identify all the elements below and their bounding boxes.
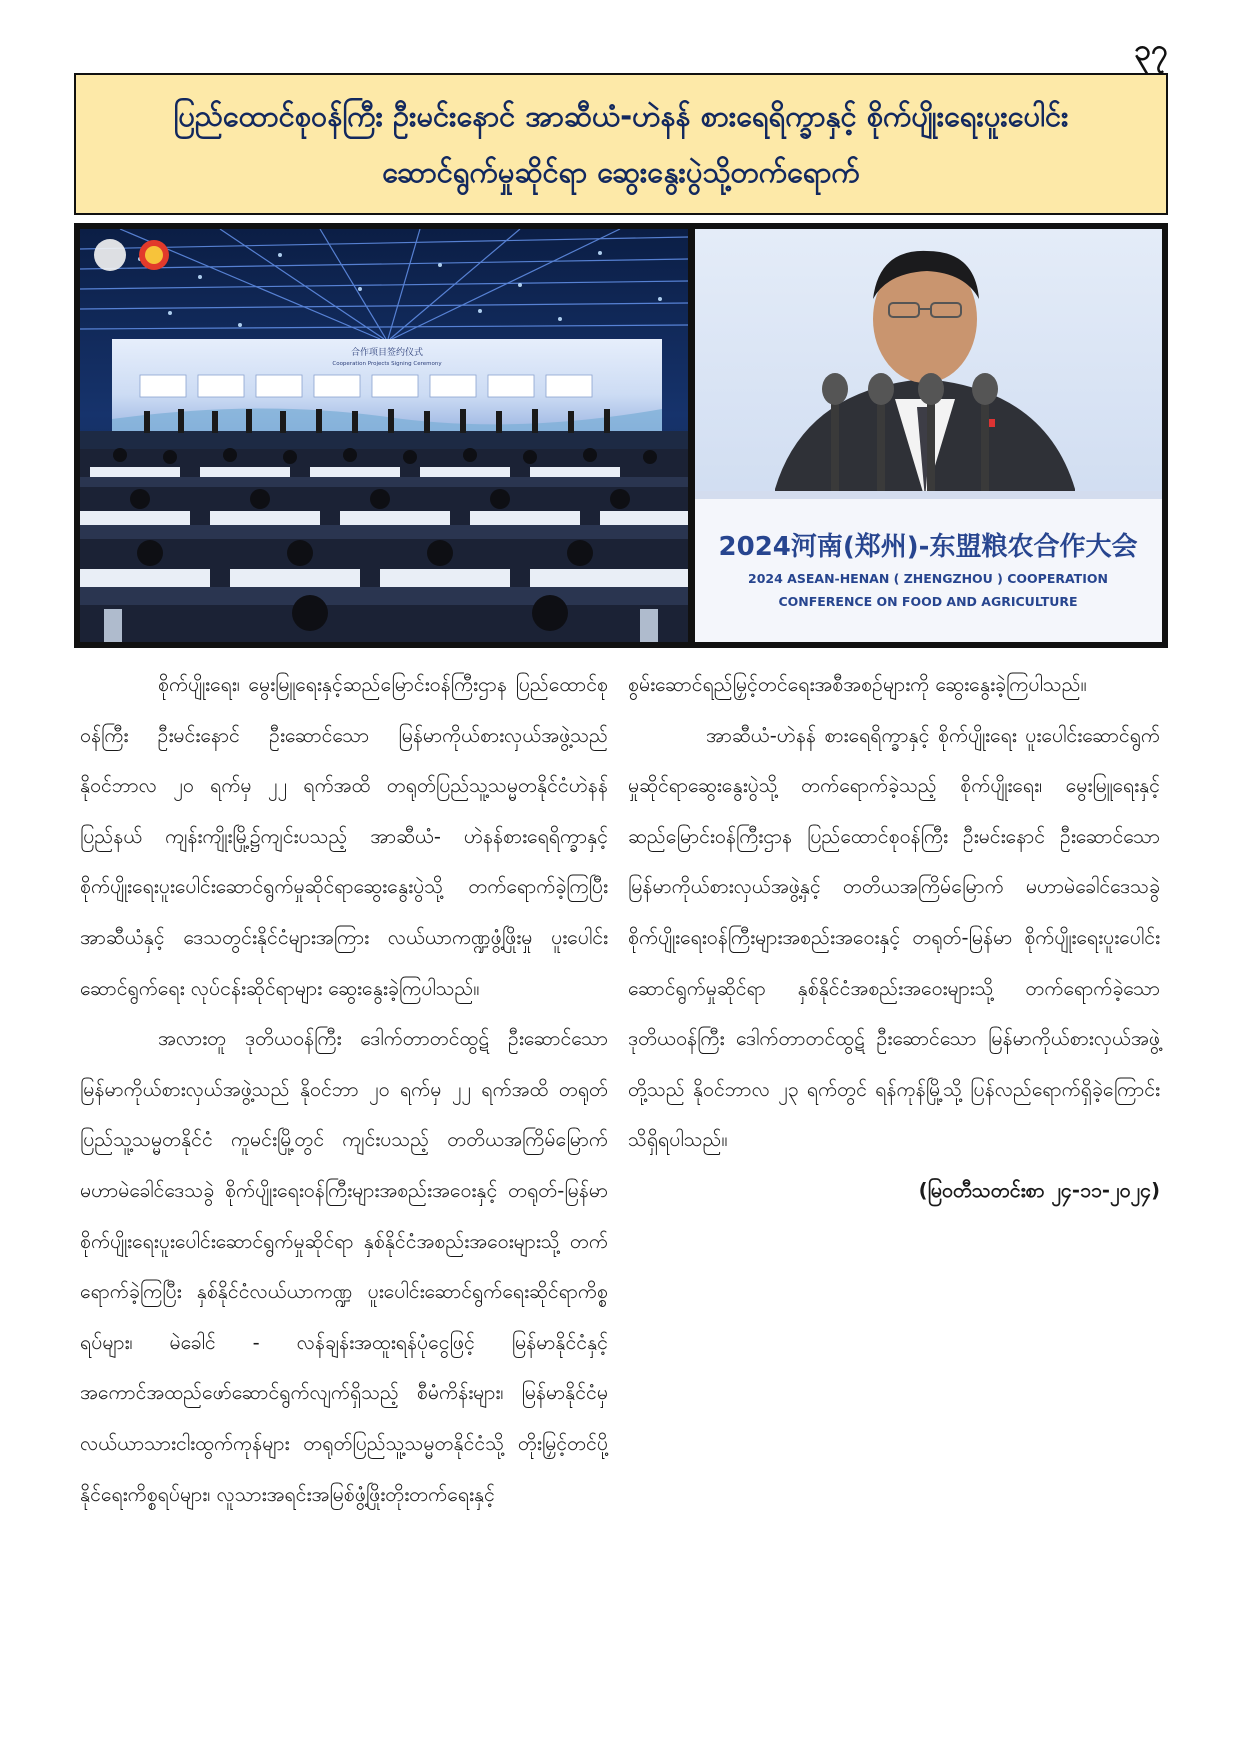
article-title-box [74,73,1168,215]
stage-sign-cn: 合作项目签约仪式 [350,348,424,358]
article-title-line-2: ဆောင်ရွက်မှုဆိုင်ရာ ဆွေးနွေးပွဲသို့တက်ရောက် [382,155,860,189]
signing-ceremony-photo [80,229,688,642]
paragraph-2-continuation: စွမ်းဆောင်ရည်မြှင့်တင်ရေးအစီအစဉ်များကို ဆွေးနွေးခဲ့ကြပါသည်။ [628,673,1087,696]
paragraph-3: အာဆီယံ-ဟဲနန် စားရေရိက္ခာနှင့် စိုက်ပျိုးရေး ပူးပေါင်းဆောင်ရွက်မှုဆိုင်ရာဆွေးနွေးပွဲသို့ တက်ရောက်ခဲ့သည့် စိုက်ပျိုးရေး၊ မွေးမြူရေးနှင့်ဆည်မြောင်းဝန်ကြီးဌာန ပြည်ထောင်စုဝန်ကြီး ဦးမင်းနောင် ဦးဆောင်သော မြန်မာကိုယ်စားလှယ်အဖွဲ့နှင့် တတိယအကြိမ်မြောက် မဟာမဲခေါင်ဒေသခွဲ စိုက်ပျိုးရေးဝန်ကြီးများအစည်းအဝေးနှင့် တရုတ်-မြန်မာ စိုက်ပျိုးရေးပူးပေါင်းဆောင်ရွက်မှုဆိုင်ရာ နှစ်နိုင်ငံအစည်းအဝေးများသို့ တက်ရောက်ခဲ့သော ဒုတိယဝန်ကြီး ဒေါက်တာတင်ထွဋ် ဦးဆောင်သော မြန်မာကိုယ်စားလှယ်အဖွဲ့တို့သည် နိုဝင်ဘာလ ၂၃ ရက်တွင် ရန်ကုန်မြို့သို့ ပြန်လည်ရောက်ရှိခဲ့ကြောင်း သိရှိရပါသည်။ [628,723,1160,1152]
paragraph-1: စိုက်ပျိုးရေး၊ မွေးမြူရေးနှင့်ဆည်မြောင်းဝန်ကြီးဌာန ပြည်ထောင်စုဝန်ကြီး ဦးမင်းနောင် ဦးဆောင်သော မြန်မာကိုယ်စားလှယ်အဖွဲ့သည် နိုဝင်ဘာလ ၂၀ ရက်မှ ၂၂ ရက်အထိ တရုတ်ပြည်သူ့သမ္မတနိုင်ငံဟဲနန်ပြည်နယ် ကျန်းကျိုးမြို့၌ကျင်းပသည့် အာဆီယံ- ဟဲနန်စားရေရိက္ခာနှင့် စိုက်ပျိုးရေးပူးပေါင်းဆောင်ရွက်မှုဆိုင်ရာဆွေးနွေးပွဲသို့ တက်ရောက်ခဲ့ကြပြီး အာဆီယံနှင့် ဒေသတွင်းနိုင်ငံများအကြား လယ်ယာကဏ္ဍဖွံ့ဖြိုးမှု ပူးပေါင်းဆောင်ရွက်ရေး လုပ်ငန်းဆိုင်ရာများ ဆွေးနွေးခဲ့ကြပါသည်။ [80,673,608,1000]
paragraph-2: အလားတူ ဒုတိယဝန်ကြီး ဒေါက်တာတင်ထွဋ် ဦးဆောင်သော မြန်မာကိုယ်စားလှယ်အဖွဲ့သည် နိုဝင်ဘာ ၂၀ ရက်မှ ၂၂ ရက်အထိ တရုတ်ပြည်သူ့သမ္မတနိုင်ငံ ကူမင်းမြို့တွင် ကျင်းပသည့် တတိယအကြိမ်မြောက် မဟာမဲခေါင်ဒေသခွဲ စိုက်ပျိုးရေးဝန်ကြီးများအစည်းအဝေးနှင့် တရုတ်-မြန်မာ စိုက်ပျိုးရေးပူးပေါင်းဆောင်ရွက်မှုဆိုင်ရာ နှစ်နိုင်ငံအစည်းအဝေးများသို့ တက်ရောက်ခဲ့ကြပြီး နှစ်နိုင်ငံလယ်ယာကဏ္ဍ ပူးပေါင်းဆောင်ရွက်ရေးဆိုင်ရာကိစ္စရပ်များ၊ မဲခေါင် - လန်ချန်းအထူးရန်ပုံငွေဖြင့် မြန်မာနိုင်ငံနှင့် အကောင်အထည်ဖော်ဆောင်ရွက်လျက်ရှိသည့် စီမံကိန်းများ၊ မြန်မာနိုင်ငံမှ လယ်ယာသားငါးထွက်ကုန်များ တရုတ်ပြည်သူ့သမ္မတနိုင်ငံသို့ တိုးမြှင့်တင်ပို့နိုင်ရေးကိစ္စရပ်များ၊ လူသားအရင်းအမြစ်ဖွံ့ဖြိုးတိုးတက်ရေးနှင့် [80,1027,608,1506]
conference-banner-en-2: CONFERENCE ON FOOD AND AGRICULTURE [778,594,1078,609]
conference-banner-en-1: 2024 ASEAN-HENAN ( ZHENGZHOU ) COOPERATION [748,571,1108,586]
article-title-line-1: ပြည်ထောင်စုဝန်ကြီး ဦးမင်းနောင် အာဆီယံ-ဟဲနန် စားရေရိက္ခာနှင့် စိုက်ပျိုးရေးပူးပေါင်း [173,99,1069,133]
photo-frame [74,223,1168,648]
page-number: ၃၇ [1134,33,1168,68]
article-column-right [628,660,1160,1217]
conference-banner-cn: 2024河南(郑州)-东盟粮农合作大会 [718,532,1138,562]
news-source: (မြဝတီသတင်းစာ ၂၄-၁၁-၂၀၂၄) [918,1178,1160,1202]
stage-sign-en: Cooperation Projects Signing Ceremony [332,361,442,367]
minister-speech-photo [695,229,1162,642]
article-column-left [80,660,608,1520]
